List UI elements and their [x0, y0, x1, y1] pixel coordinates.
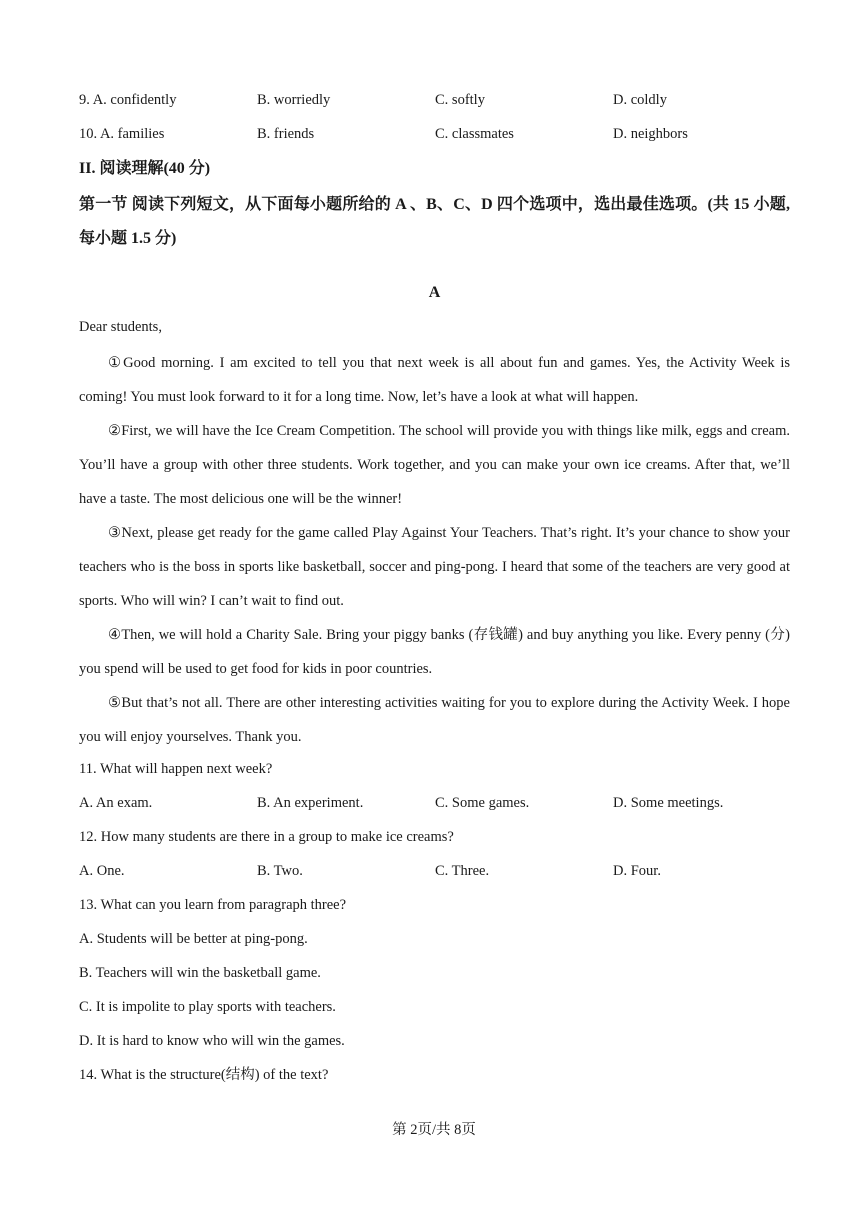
passage-paragraph-3: ③Next, please get ready for the game called Play Against Your Teachers. That’s right. It’s your chance to show your teachers who is the boss in sports like basketball, soccer and ping-pong. I heard that some of the teachers are very good at sports. Who will win? I can’t wait to find out.	[79, 525, 790, 609]
q13-option-b: B. Teachers will win the basketball game.	[79, 965, 321, 981]
option-10-a: 10. A. families	[79, 126, 165, 142]
q11-option-a: A. An exam.	[79, 795, 153, 811]
option-9-b: B. worriedly	[257, 92, 331, 108]
section-instruction: 第一节 阅读下列短文，从下面每小题所给的 A 、B、C、D 四个选项中，选出最佳选项。(共 15 小题, 每小题 1.5 分)	[79, 196, 790, 247]
q11-option-d: D. Some meetings.	[613, 795, 724, 811]
q12-option-d: D. Four.	[613, 863, 661, 879]
section-title: II. 阅读理解(40 分)	[79, 160, 211, 177]
q12-option-b: B. Two.	[257, 863, 303, 879]
option-10-b: B. friends	[257, 126, 315, 142]
option-9-d: D. coldly	[613, 92, 667, 108]
question-13: 13. What can you learn from paragraph three?	[79, 897, 347, 913]
cloze-options-10	[79, 120, 790, 154]
question-12-options	[79, 856, 790, 890]
passage-paragraph-1: ①Good morning. I am excited to tell you that next week is all about fun and games. Yes, the Activity Week is coming! You must look forward to it for a long time. Now, let’s have a look at what will happen.	[79, 355, 790, 405]
passage-paragraph-4: ④Then, we will hold a Charity Sale. Bring your piggy banks (存钱罐) and buy anything you like. Every penny (分) you spend will be used to get food for kids in poor countries.	[79, 627, 790, 677]
passage-label: A	[428, 284, 441, 301]
question-11-options	[79, 788, 790, 822]
q12-option-c: C. Three.	[435, 863, 490, 879]
q12-option-a: A. One.	[79, 863, 125, 879]
question-14: 14. What is the structure(结构) of the text?	[79, 1067, 329, 1083]
question-11: 11. What will happen next week?	[79, 761, 273, 777]
exam-page	[79, 86, 790, 1094]
q13-option-a: A. Students will be better at ping-pong.	[79, 931, 308, 947]
passage-paragraph-5: ⑤But that’s not all. There are other interesting activities waiting for you to explore during the Activity Week. I hope you will enjoy yourselves. Thank you.	[79, 695, 790, 745]
q13-option-c: C. It is impolite to play sports with teachers.	[79, 999, 336, 1015]
page-number-footer: 第 2页/共 8页	[392, 1122, 476, 1138]
cloze-options-9	[79, 86, 790, 120]
option-10-c: C. classmates	[435, 126, 514, 142]
passage-paragraph-2: ②First, we will have the Ice Cream Competition. The school will provide you with things like milk, eggs and cream. You’ll have a group with other three students. Work together, and you can make your own ice creams. After that, we’ll have a taste. The most delicious one will be the winner!	[79, 423, 790, 507]
option-9-a: 9. A. confidently	[79, 92, 177, 108]
option-9-c: C. softly	[435, 92, 485, 108]
q11-option-b: B. An experiment.	[257, 795, 364, 811]
option-10-d: D. neighbors	[613, 126, 688, 142]
question-12: 12. How many students are there in a group to make ice creams?	[79, 829, 454, 845]
q13-option-d: D. It is hard to know who will win the games.	[79, 1033, 345, 1049]
q11-option-c: C. Some games.	[435, 795, 530, 811]
passage-greeting: Dear students,	[79, 319, 162, 335]
